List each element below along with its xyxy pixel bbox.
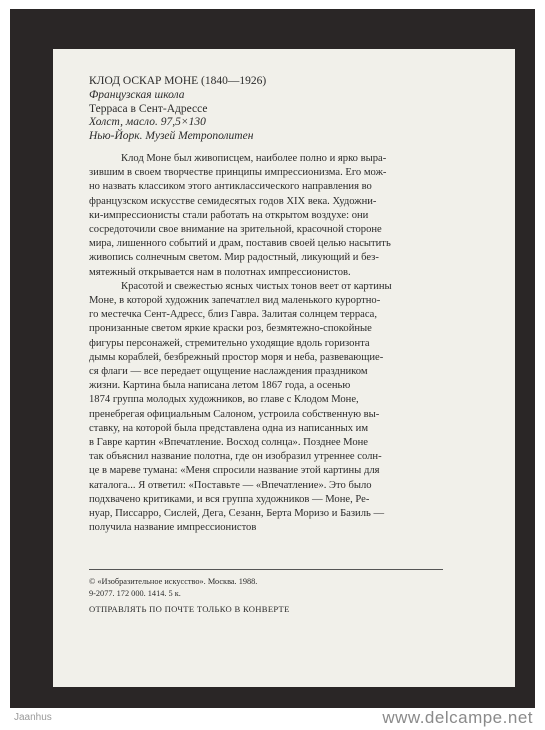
- publisher-line: © «Изобразительное искусство». Москва. 1988.: [89, 577, 258, 586]
- body-line: пронизанные светом яркие краски роз, безмятежно-спокойные: [89, 323, 372, 335]
- body-line: ся флаги — все передает ощущение наслаждения праздником: [89, 366, 368, 378]
- body-line: мятежный открывается нам в полотнах импрессионистов.: [89, 266, 351, 278]
- body-line: получила название импрессионистов: [89, 522, 257, 534]
- body-line: дымы кораблей, безбрежный простор моря и неба, развевающие-: [89, 351, 384, 363]
- artist-name: КЛОД ОСКАР МОНЕ: [89, 75, 199, 87]
- site-watermark: www.delcampe.net: [382, 708, 533, 727]
- body-line: мира, лишенного событий и драм, поставив своей целью насытить: [89, 238, 391, 250]
- body-line: жизни. Картина была написана летом 1867 года, а осенью: [89, 380, 351, 392]
- body-line: Моне, в которой художник запечатлел вид маленького курортно-: [89, 295, 381, 307]
- body-line: нуар, Писсарро, Сислей, Дега, Сезанн, Берта Моризо и Базиль —: [89, 508, 385, 520]
- body-line: но назвать классиком этого антиклассического направления во: [89, 181, 372, 193]
- body-line: фигуры персонажей, стремительно уходящие вдоль горизонта: [89, 337, 370, 349]
- body-line: го местечка Сент-Адресс, близ Гавра. Залитая солнцем терраса,: [89, 309, 378, 321]
- print-code-line: 9-2077. 172 000. 1414. 5 к.: [89, 589, 181, 598]
- body-line: 1874 группа молодых художников, во главе с Клодом Моне,: [89, 394, 359, 406]
- artist-line: [89, 75, 266, 89]
- body-line: це в мареве тумана: «Меня спросили название этой картины для: [89, 465, 380, 477]
- body-line: пренебрегая официальным Салоном, устроила собственную вы-: [89, 408, 380, 420]
- body-line: Красотой и свежестью ясных чистых тонов веет от картины: [121, 280, 392, 292]
- mailing-instruction: ОТПРАВЛЯТЬ ПО ПОЧТЕ ТОЛЬКО В КОНВЕРТЕ: [89, 604, 290, 614]
- body-line: подхвачено критиками, и вся группа художников — Моне, Ре-: [89, 493, 370, 505]
- caption-header: [89, 75, 266, 144]
- body-line: сосредоточили свое внимание на зрительной, красочной стороне: [89, 224, 382, 236]
- body-line: ставку, на которой была представлена одна из написанных им: [89, 422, 369, 434]
- art-school: Французская школа: [89, 88, 185, 101]
- body-line: в Гавре картин «Впечатление. Восход солнца». Позднее Моне: [89, 437, 369, 449]
- body-line: живопись солнечным светом. Мир радостный, ликующий и без-: [89, 252, 379, 264]
- painting-medium: Холст, масло. 97,5×130: [89, 116, 206, 129]
- description-text: [89, 152, 469, 535]
- body-line: ки-импрессионисты стали работать на открытом воздухе: они: [89, 209, 369, 221]
- body-line: зившим в своем творчестве принципы импрессионизма. Его мож-: [89, 167, 387, 179]
- museum-location: Нью-Йорк. Музей Метрополитен: [89, 130, 254, 143]
- seller-watermark: Jaanhus: [14, 712, 52, 723]
- body-line: французском искусстве семидесятых годов XIX века. Художни-: [89, 195, 377, 207]
- painting-title: Терраса в Сент-Адрессе: [89, 102, 208, 115]
- footer-divider: [89, 569, 443, 570]
- body-line: Клод Моне был живописцем, наиболее полно и ярко выра-: [121, 153, 387, 164]
- body-line: каталога... Я ответил: «Поставьте — «Впечатление». Это было: [89, 479, 372, 491]
- body-line: так объяснил название полотна, где он изобразил утреннее солн-: [89, 451, 382, 463]
- artist-years: (1840—1926): [201, 75, 267, 87]
